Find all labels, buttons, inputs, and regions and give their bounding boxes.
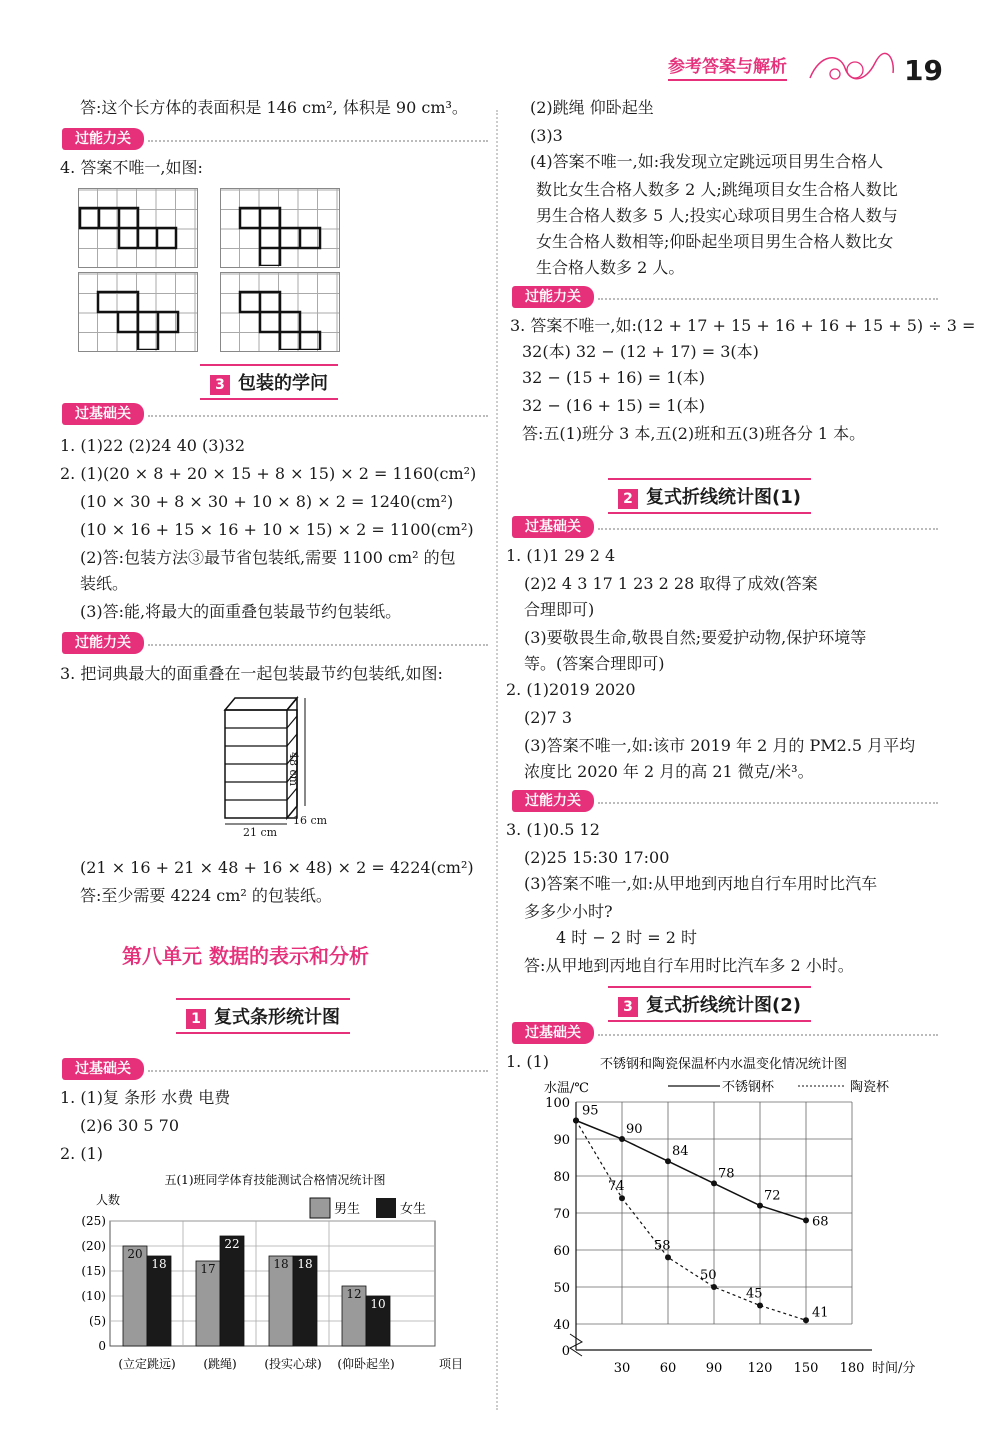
x-tick-label: 150	[793, 1361, 819, 1376]
decorative-swirl-icon	[805, 48, 900, 88]
y-tick-label: 80	[553, 1170, 570, 1185]
answer-line: 答:从甲地到丙地自行车用时比汽车多 2 小时。	[524, 956, 854, 975]
point-ceramic	[573, 1118, 579, 1124]
section-title-2	[608, 478, 811, 514]
point-steel	[803, 1217, 809, 1223]
section-title-text: 复式条形统计图	[214, 1007, 340, 1028]
chart-title: 五(1)班同学体育技能测试合格情况统计图	[164, 1173, 386, 1187]
y-tick-label: (25)	[81, 1214, 106, 1228]
answer-line: 1. (1)	[506, 1052, 550, 1071]
point-value-label: 68	[812, 1214, 829, 1230]
section-tag: 过基础关	[62, 1058, 144, 1080]
answer-line: (3)答:能,将最大的面重叠包装最节约包装纸。	[80, 602, 402, 621]
answer-line: 1. (1)1 29 2 4	[506, 546, 616, 565]
answer-line: 男生合格人数多 5 人;投实心球项目男生合格人数与	[536, 206, 898, 225]
answer-line: 女生合格人数相等;仰卧起坐项目男生合格人数比女	[536, 232, 894, 251]
x-tick-label: 30	[613, 1361, 631, 1376]
dotted-divider	[148, 140, 488, 142]
dotted-divider	[148, 415, 488, 417]
answer-line: 浓度比 2020 年 2 月的高 21 微克/米³。	[524, 762, 814, 781]
answer-line: (3)要敬畏生命,敬畏自然;要爱护动物,保护环境等	[524, 628, 867, 647]
legend-swatch-female	[376, 1198, 396, 1218]
section-title-text: 包装的学问	[238, 373, 328, 394]
x-tick-label: 180	[839, 1361, 865, 1376]
y-axis-label: 人数	[96, 1193, 121, 1207]
x-tick-label: (投实心球)	[264, 1357, 322, 1371]
net-shape-3	[78, 272, 196, 350]
point-ceramic	[711, 1284, 717, 1290]
point-steel	[711, 1180, 717, 1186]
legend-label-steel: 不锈钢杯	[722, 1080, 775, 1095]
dotted-divider	[148, 1070, 488, 1072]
answer-line: (2)25 15:30 17:00	[524, 848, 670, 867]
point-value-label: 84	[672, 1144, 689, 1160]
box-depth-label: 16 cm	[293, 814, 328, 827]
answer-line: 32 − (15 + 16) = 1(本)	[522, 368, 705, 387]
answer-line: 生合格人数多 2 人。	[536, 258, 685, 277]
answer-line: 合理即可)	[524, 600, 595, 619]
legend-label-ceramic: 陶瓷杯	[850, 1080, 890, 1095]
y-tick-label: 0	[561, 1344, 570, 1359]
answer-line: (2)答:包装方法③最节省包装纸,需要 1100 cm² 的包	[80, 548, 456, 567]
answer-line: 32(本) 32 − (12 + 17) = 3(本)	[522, 342, 759, 361]
answer-line: 32 − (16 + 15) = 1(本)	[522, 396, 705, 415]
answer-line: 2. (1)2019 2020	[506, 680, 636, 699]
answer-line: 3. 答案不唯一,如:(12 + 17 + 15 + 16 + 16 + 15 + 5) ÷ 3 =	[510, 316, 976, 335]
point-value-label: 95	[582, 1103, 599, 1119]
bar-value-label: 22	[224, 1237, 240, 1251]
y-tick-label: 100	[545, 1096, 570, 1111]
answer-line: (10 × 16 + 15 × 16 + 10 × 15) × 2 = 1100(cm²)	[80, 520, 474, 539]
unit-title: 第八单元 数据的表示和分析	[122, 944, 369, 968]
header-title: 参考答案与解析	[668, 52, 787, 81]
answer-line: (10 × 30 + 8 × 30 + 10 × 8) × 2 = 1240(cm²)	[80, 492, 454, 511]
section-number: 3	[618, 997, 638, 1017]
answer-line: (2)6 30 5 70	[80, 1116, 179, 1135]
dotted-divider	[598, 802, 938, 804]
series-line-ceramic	[576, 1121, 806, 1321]
point-ceramic	[619, 1195, 625, 1201]
answer-line: (3)答案不唯一,如:从甲地到丙地自行车用时比汽车	[524, 874, 878, 893]
section-number: 3	[210, 375, 230, 395]
x-axis-label: 时间/分	[872, 1361, 916, 1376]
section-tag: 过基础关	[512, 1022, 594, 1044]
point-value-label: 45	[746, 1286, 763, 1302]
dotted-divider	[598, 298, 938, 300]
answer-line: (3)答案不唯一,如:该市 2019 年 2 月的 PM2.5 月平均	[524, 736, 916, 755]
bar-value-label: 20	[127, 1247, 143, 1261]
section-tag: 过基础关	[62, 403, 144, 425]
answer-line: 答:五(1)班分 3 本,五(2)班和五(3)班各分 1 本。	[522, 424, 866, 443]
answer-line: 答:至少需要 4224 cm² 的包装纸。	[80, 886, 332, 905]
section-title-3b	[608, 986, 811, 1022]
y-tick-label: 0	[98, 1339, 106, 1353]
answer-line: 2. (1)(20 × 8 + 20 × 15 + 8 × 15) × 2 = 1160(cm²)	[60, 464, 477, 483]
answer-line: 答:这个长方体的表面积是 146 cm², 体积是 90 cm³。	[80, 98, 468, 117]
net-shape-1	[78, 188, 196, 266]
x-tick-label: 60	[659, 1361, 677, 1376]
answer-line: 数比女生合格人数多 2 人;跳绳项目女生合格人数比	[536, 180, 898, 199]
column-divider	[496, 110, 498, 1410]
answer-line: (3)3	[530, 126, 563, 145]
box-width-label: 21 cm	[243, 826, 278, 839]
dotted-divider	[598, 1034, 938, 1036]
y-tick-label: (20)	[81, 1239, 106, 1253]
bar-value-label: 18	[151, 1257, 167, 1271]
answer-line: (2)7 3	[524, 708, 573, 727]
answer-line: (21 × 16 + 21 × 48 + 16 × 48) × 2 = 4224(cm²)	[80, 858, 474, 877]
answer-line: 3. 把词典最大的面重叠在一起包装最节约包装纸,如图:	[60, 664, 443, 683]
section-title-3	[200, 364, 338, 400]
bar-value-label: 17	[200, 1262, 216, 1276]
page-number: 19	[904, 54, 943, 87]
answer-line: (2)跳绳 仰卧起坐	[530, 98, 654, 117]
box-height-label: 48 cm	[287, 752, 300, 787]
net-shape-4	[220, 272, 338, 350]
point-ceramic	[803, 1317, 809, 1323]
x-tick-label: 120	[747, 1361, 773, 1376]
x-tick-label: (跳绳)	[203, 1357, 237, 1371]
point-steel	[619, 1136, 625, 1142]
bar-value-label: 12	[346, 1287, 362, 1301]
point-steel	[665, 1158, 671, 1164]
section-tag: 过能力关	[512, 790, 594, 812]
point-value-label: 90	[626, 1122, 643, 1137]
section-tag: 过能力关	[62, 632, 144, 654]
section-title-text: 复式折线统计图(2)	[646, 995, 801, 1016]
point-value-label: 74	[608, 1179, 625, 1195]
x-tick-label: 90	[705, 1361, 723, 1376]
legend-label-female: 女生	[400, 1202, 427, 1217]
answer-line: 4 时 − 2 时 = 2 时	[556, 928, 697, 947]
answer-line: 1. (1)复 条形 水费 电费	[60, 1088, 231, 1107]
y-tick-label: 90	[553, 1133, 570, 1148]
y-tick-label: (10)	[81, 1289, 106, 1303]
point-value-label: 78	[718, 1166, 735, 1182]
section-tag: 过基础关	[512, 516, 594, 538]
chart-title: 不锈钢和陶瓷保温杯内水温变化情况统计图	[600, 1057, 848, 1072]
series-line-steel	[576, 1121, 806, 1221]
point-value-label: 72	[764, 1188, 781, 1204]
y-tick-label: 40	[553, 1318, 570, 1333]
y-axis-label: 水温/℃	[544, 1081, 589, 1096]
point-value-label: 50	[700, 1268, 717, 1283]
answer-line: (2)2 4 3 17 1 23 2 28 取得了成效(答案	[524, 574, 818, 593]
x-axis-label: 项目	[439, 1357, 464, 1371]
point-value-label: 41	[812, 1305, 829, 1321]
point-ceramic	[757, 1303, 763, 1309]
bar-chart	[60, 1166, 490, 1376]
bar-value-label: 18	[297, 1257, 313, 1271]
point-value-label: 58	[654, 1238, 671, 1254]
legend-label-male: 男生	[334, 1202, 361, 1217]
question-line: 4. 答案不唯一,如图:	[60, 158, 203, 177]
answer-line: (4)答案不唯一,如:我发现立定跳远项目男生合格人	[530, 152, 884, 171]
answer-line: 等。(答案合理即可)	[524, 654, 665, 673]
point-ceramic	[665, 1254, 671, 1260]
answer-line: 1. (1)22 (2)24 40 (3)32	[60, 436, 246, 455]
x-tick-label: (仰卧起坐)	[337, 1357, 395, 1371]
bar-female	[220, 1236, 244, 1346]
answer-line: 装纸。	[80, 574, 129, 593]
y-tick-label: 70	[553, 1207, 570, 1222]
bar-value-label: 18	[273, 1257, 289, 1271]
section-title-1	[176, 998, 350, 1034]
y-tick-label: (15)	[81, 1264, 106, 1278]
y-tick-label: 50	[553, 1281, 570, 1296]
y-tick-label: (5)	[89, 1314, 106, 1328]
bar-value-label: 10	[370, 1297, 386, 1311]
bar-male	[123, 1246, 147, 1346]
section-number: 2	[618, 489, 638, 509]
dotted-divider	[148, 644, 488, 646]
dotted-divider	[598, 528, 938, 530]
answer-line: 多多少小时?	[524, 902, 613, 921]
answer-line: 2. (1)	[60, 1144, 104, 1163]
legend-swatch-male	[310, 1198, 330, 1218]
section-number: 1	[186, 1009, 206, 1029]
point-steel	[757, 1203, 763, 1209]
section-title-text: 复式折线统计图(1)	[646, 487, 801, 508]
section-tag: 过能力关	[62, 128, 144, 150]
line-chart	[540, 1050, 980, 1380]
answer-line: 3. (1)0.5 12	[506, 820, 600, 839]
net-shape-2	[220, 188, 338, 266]
y-tick-label: 60	[553, 1244, 570, 1259]
section-tag: 过能力关	[512, 286, 594, 308]
x-tick-label: (立定跳远)	[118, 1357, 176, 1371]
